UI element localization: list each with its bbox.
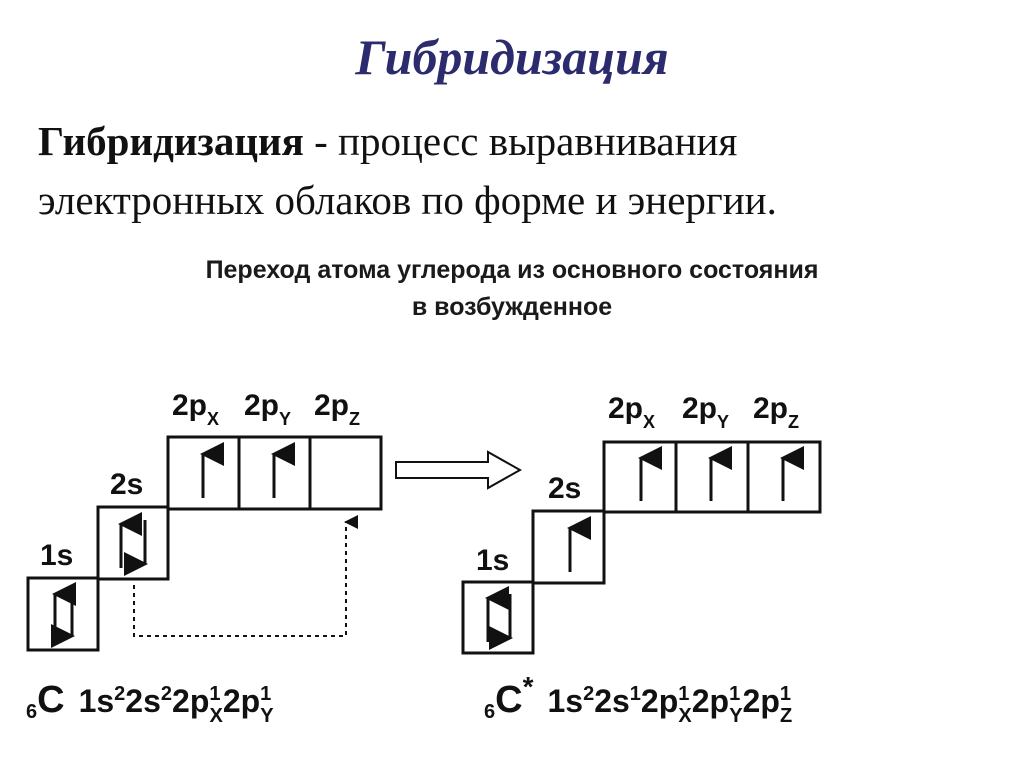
excited-label-2px: $2p_X$ (608, 392, 656, 432)
ground-label-2px: $2p_X$ (172, 389, 220, 429)
ground-1s-box (28, 578, 98, 650)
ground-label-2pz: $2p_Z$ (314, 389, 361, 429)
definition-rest: - процесс выравнивания (303, 118, 738, 164)
ground-label-2py: $2p_Y$ (244, 389, 292, 429)
ground-label-1s: 1s (40, 539, 74, 572)
transition-arrow (396, 452, 520, 488)
excited-label-1s: 1s (476, 544, 510, 577)
ground-2s-box (98, 507, 168, 579)
ground-formula: 6C $1s^22s^22p^1$ $X2p^1$ Y (26, 679, 274, 727)
caption-line-1: Переход атома углерода из основного состояния (205, 256, 819, 284)
definition-term: Гибридизация (38, 118, 304, 164)
excited-label-2py: $2p_Y$ (682, 392, 730, 432)
excited-1s-box (463, 582, 533, 653)
ground-2pz-box (310, 437, 381, 509)
page-title: Гибридизация (355, 29, 669, 85)
definition-line-2: электронных облаков по форме и энергии. (38, 177, 777, 223)
excited-formula: 6C* $1s^22s^12p^1$ $X2p^1$ $Y2p^1$ Z (484, 671, 793, 727)
ground-label-2s: 2s (110, 468, 144, 501)
excited-label-2s: 2s (548, 472, 582, 505)
caption-line-2: в возбужденное (411, 293, 613, 321)
excited-label-2pz: $2p_Z$ (753, 392, 800, 432)
